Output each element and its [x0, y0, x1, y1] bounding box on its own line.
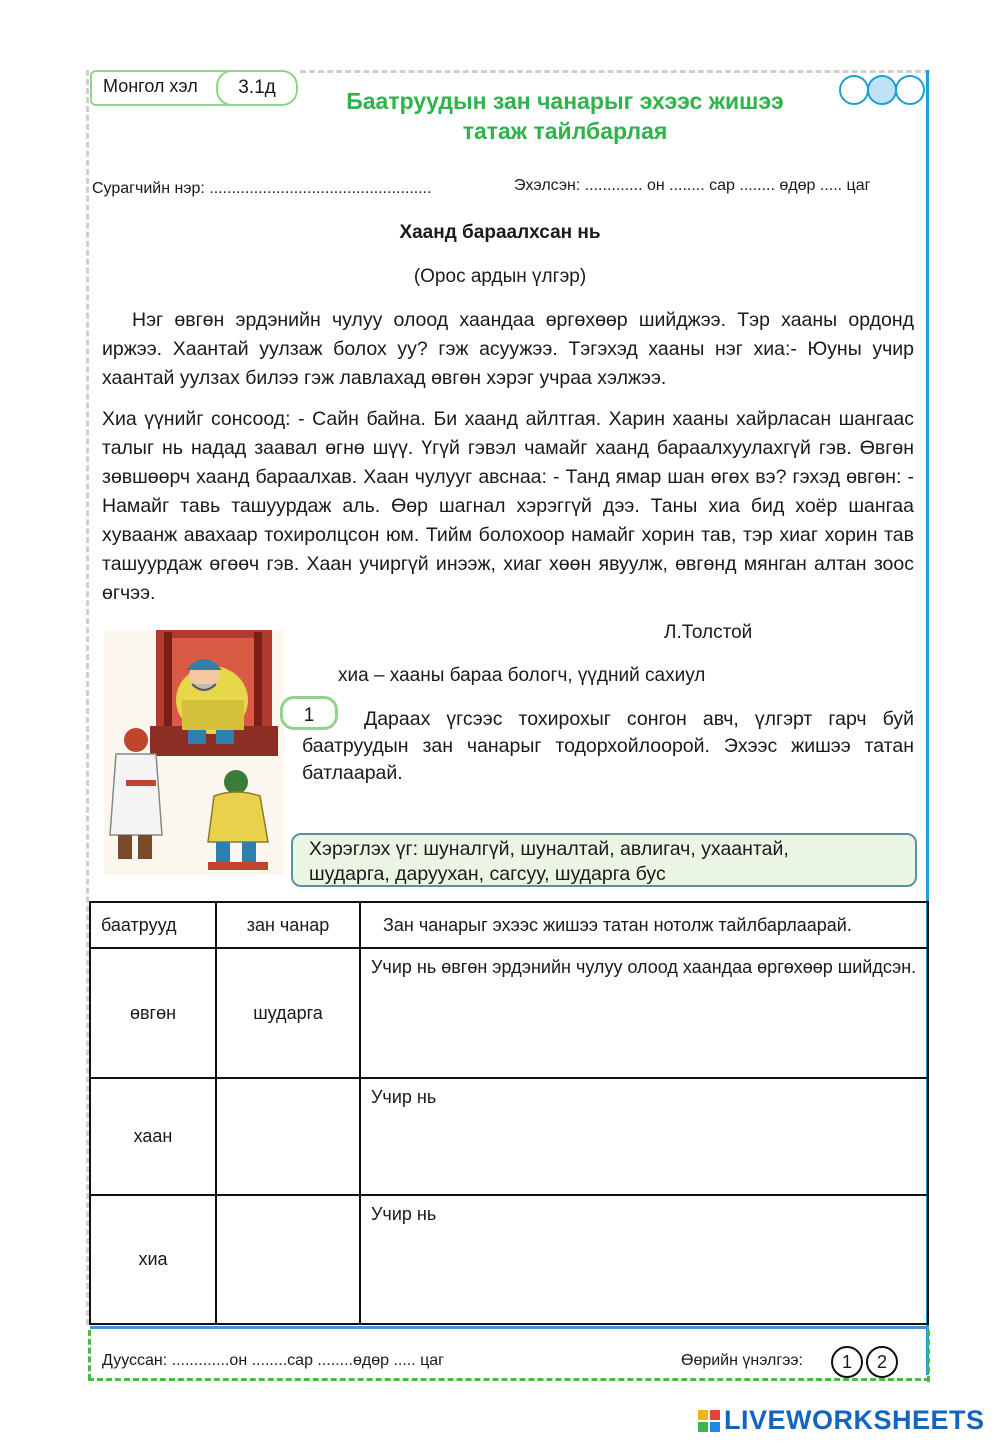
hero-cell: өвгөн: [90, 948, 216, 1078]
story-title: Хаанд бараалхсан нь: [399, 222, 601, 243]
page-frame-right-bottom: [927, 1330, 930, 1382]
story-paragraph-2: Хиа үүнийг сонсоод: - Сайн байна. Би хаанд айлтгая. Харин хааны хайрласан шангаас талыг нь надад заавал өгнө шүү. Үгүй гэвэл чамайг хаанд бараалхуулахгүй гэв. Өвгөн зөвшөөрч хаанд бараалхав. Хаан чулууг авснаа: - Танд ямар шан өгөх вэ? гэхэд өвгөн: - Намайг тавь ташуурдаж аль. Өөр шагнал хэрэггүй дээ. Таны хиа бид хоёр шангаа хуваанж авахаар тохиролцсон юм. Тийм болохоор намайг хорин тав, тэр хиаг хорин тав ташуурдаж өгөөч гэв. Хаан учиргүй инээж, хиаг хөөн явуулж, өвгөнд мянган алтан зоос өгчээ.: [102, 408, 914, 604]
table-row: [90, 1078, 928, 1195]
story-illustration: [104, 630, 284, 875]
explanation-answer-field[interactable]: Учир нь: [360, 1195, 928, 1324]
header-trait: зан чанар: [216, 902, 360, 948]
header-explanation: Зан чанарыг эхээс жишээ татан нотолж тайлбарлаарай.: [360, 902, 928, 948]
subject-label: Монгол хэл: [103, 76, 198, 96]
word-bank: [291, 833, 917, 887]
trait-answer-field[interactable]: шударга: [216, 948, 360, 1078]
page-frame-top: [300, 70, 930, 73]
liveworksheets-wordmark[interactable]: LIVEWORKSHEETS: [724, 1405, 985, 1435]
page-frame-bottom: [90, 1326, 928, 1329]
difficulty-circles-icon: [838, 74, 928, 106]
page-title: [300, 86, 830, 146]
finish-time-field: Дууссан: .............он ........сар ........өдөр ..... цаг: [102, 1352, 445, 1369]
page-title-line2: татаж тайлбарлая: [462, 118, 668, 144]
word-bank-line1: Хэрэглэх үг: шуналгүй, шуналтай, авлигач, ухаантай,: [309, 838, 789, 860]
task-number-badge: 1: [280, 696, 338, 730]
student-name-field: Сурагчийн нэр: ..................................................: [92, 180, 432, 197]
trait-answer-field[interactable]: [216, 1078, 360, 1195]
task-instruction: Дараах үгсээс тохирохыг сонгон авч, үлгэрт гарч буй баатруудын зан чанарыг тодорхойлоорой. Эхээс жишээ татан батлаарай.: [302, 708, 914, 784]
footer-frame-bottom: [88, 1378, 930, 1381]
table-row: [90, 948, 928, 1078]
self-assessment-label: Өөрийн үнэлгээ:: [681, 1352, 803, 1369]
header-heroes: баатрууд: [90, 902, 216, 948]
footer-frame-left: [88, 1330, 91, 1380]
start-time-field: Эхэлсэн: ............. он ........ сар ........ өдөр ..... цаг: [514, 177, 871, 194]
explanation-answer-field[interactable]: Учир нь: [360, 1078, 928, 1195]
table-row: [90, 1195, 928, 1324]
lesson-number: 3.1д: [216, 70, 298, 106]
story-author: Л.Толстой: [664, 622, 753, 643]
score-option-2[interactable]: 2: [866, 1346, 898, 1378]
word-bank-line2: шударга, даруухан, сагсуу, шударга бус: [309, 863, 666, 885]
score-option-1[interactable]: 1: [831, 1346, 863, 1378]
hero-cell: хиа: [90, 1195, 216, 1324]
story-subtitle: (Орос ардын үлгэр): [413, 266, 587, 287]
trait-answer-field[interactable]: [216, 1195, 360, 1324]
table-header-row: [90, 902, 928, 948]
page-title-line1: Баатруудын зан чанарыг эхээс жишээ: [346, 88, 784, 114]
story-paragraph-1: Нэг өвгөн эрдэнийн чулуу олоод хаандаа өргөхөөр шийджээ. Тэр хааны ордонд иржээ. Хаантай уулзаж болох уу? гэж асуужээ. Тэгэхэд хааны нэг хиа:- Юуны учир хаантай уулзах билээ гэж лавлахад өвгөн хэрэг учраа хэлжээ.: [102, 309, 914, 389]
glossary-note: хиа – хааны бараа бологч, үүдний сахиул: [338, 665, 706, 686]
hero-cell: хаан: [90, 1078, 216, 1195]
explanation-answer-field[interactable]: Учир нь өвгөн эрдэнийн чулуу олоод хаандаа өргөхөөр шийдсэн.: [360, 948, 928, 1078]
answer-table: [89, 901, 929, 1325]
liveworksheets-logo-icon: [698, 1408, 722, 1436]
